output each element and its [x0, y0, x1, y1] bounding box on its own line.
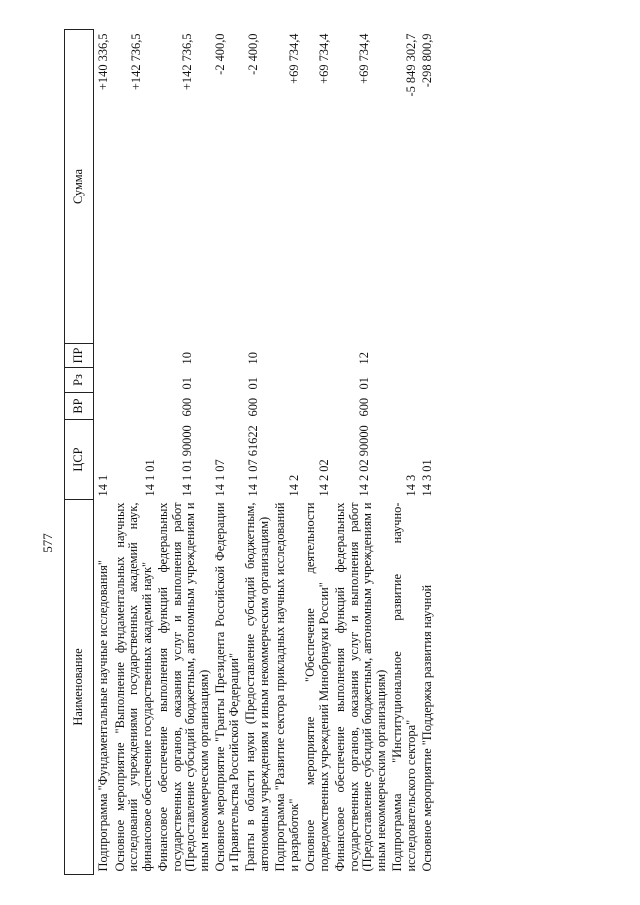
row-vr [94, 393, 114, 420]
row-rz [114, 368, 158, 393]
row-rz [304, 368, 334, 393]
row-vr [114, 393, 158, 420]
row-sum: +140 336,5 [96, 33, 110, 91]
row-sum: -2 400,0 [245, 33, 260, 75]
row-sum: +142 736,5 [179, 33, 194, 91]
row-csr: 14 1 01 90000 [179, 425, 194, 497]
row-sum: +69 734,4 [356, 33, 371, 84]
row-rz: 01 [356, 377, 371, 390]
row-vr [214, 393, 244, 420]
row-pr [214, 344, 244, 368]
header-pr: ПР [65, 344, 94, 368]
row-name: Основное мероприятие "Гранты Президента Российской Федерации и Правительства Российской Федерации" [213, 502, 241, 872]
row-vr: 600 [245, 397, 260, 417]
row-sum: -2 400,0 [213, 33, 227, 75]
row-vr: 600 [179, 397, 194, 417]
header-sum: Сумма [65, 30, 94, 344]
row-pr [421, 344, 438, 368]
header-name: Наименование [65, 500, 94, 875]
row-pr: 12 [356, 352, 371, 365]
row-csr: 14 3 [403, 474, 418, 497]
row-pr [114, 344, 158, 368]
row-name: Подпрограмма "Фундаментальные научные исследования" [96, 560, 110, 872]
row-csr: 14 3 01 [420, 459, 434, 497]
page-number: 577 [40, 533, 55, 553]
row-csr: 14 2 02 [316, 459, 331, 497]
table-row [94, 30, 114, 875]
header-row [65, 30, 94, 875]
row-rz [391, 368, 421, 393]
row-pr: 10 [179, 352, 194, 365]
table-row [334, 30, 391, 875]
table-row [214, 30, 244, 875]
row-name: Подпрограмма "Развитие сектора прикладных научных исследований и разработок" [273, 502, 301, 872]
row-rz [94, 368, 114, 393]
row-pr [304, 344, 334, 368]
row-rz: 01 [179, 377, 194, 390]
row-rz: 01 [245, 377, 260, 390]
budget-table [64, 29, 438, 875]
row-csr: 14 1 01 [142, 459, 157, 497]
row-vr: 600 [356, 397, 371, 417]
row-pr [274, 344, 304, 368]
table-row [244, 30, 274, 875]
row-sum: +69 734,4 [316, 33, 331, 84]
row-csr: 14 1 07 61622 [245, 425, 260, 497]
row-pr [94, 344, 114, 368]
row-name: Основное мероприятие "Выполнение фундаментальных научных исследований учреждениями государственных академий наук, финансовое обеспечение государственных академий наук" [112, 502, 154, 872]
row-csr: 14 1 [96, 474, 110, 497]
row-vr [274, 393, 304, 420]
row-rz [274, 368, 304, 393]
table-row [304, 30, 334, 875]
row-name: Подпрограмма "Институциональное развитие научно-исследовательского сектора" [390, 502, 418, 872]
row-name: Основное мероприятие "Обеспечение деятельности подведомственных учреждений Минобрнауки России" [303, 502, 331, 872]
table-row [114, 30, 158, 875]
rotated-page [40, 30, 580, 875]
row-name: Финансовое обеспечение выполнения функций федеральных государственных органов, оказания услуг и выполнения работ (Предоставление субсидий бюджетным, автономным учреждениям и иным некоммерческим организациям) [333, 502, 388, 872]
row-vr [421, 393, 438, 420]
row-pr [391, 344, 421, 368]
table-row [421, 30, 438, 875]
header-rz: Рз [65, 368, 94, 393]
row-csr: 14 2 02 90000 [356, 425, 371, 497]
row-name: Финансовое обеспечение выполнения функций федеральных государственных органов, оказания услуг и выполнения работ (Предоставление субсидий бюджетным, автономным учреждениям и иным некоммерческим организациям) [156, 502, 211, 872]
row-pr: 10 [245, 352, 260, 365]
row-rz [421, 368, 438, 393]
row-csr: 14 1 07 [213, 459, 227, 497]
table-row [274, 30, 304, 875]
header-csr: ЦСР [65, 420, 94, 500]
row-sum: +69 734,4 [286, 33, 301, 84]
row-csr: 14 2 [286, 474, 301, 497]
row-name: Гранты в области науки (Предоставление субсидий бюджетным, автономным учреждениям и иным некоммерческим организациям) [243, 502, 271, 872]
row-rz [214, 368, 244, 393]
row-sum: +142 736,5 [128, 33, 143, 91]
row-vr [391, 393, 421, 420]
header-vr: ВР [65, 393, 94, 420]
row-vr [304, 393, 334, 420]
table-row [157, 30, 214, 875]
table-row [391, 30, 421, 875]
row-name: Основное мероприятие "Поддержка развития научной [420, 584, 434, 872]
row-sum: -298 800,9 [420, 33, 434, 88]
row-sum: -5 849 302,7 [403, 33, 418, 97]
